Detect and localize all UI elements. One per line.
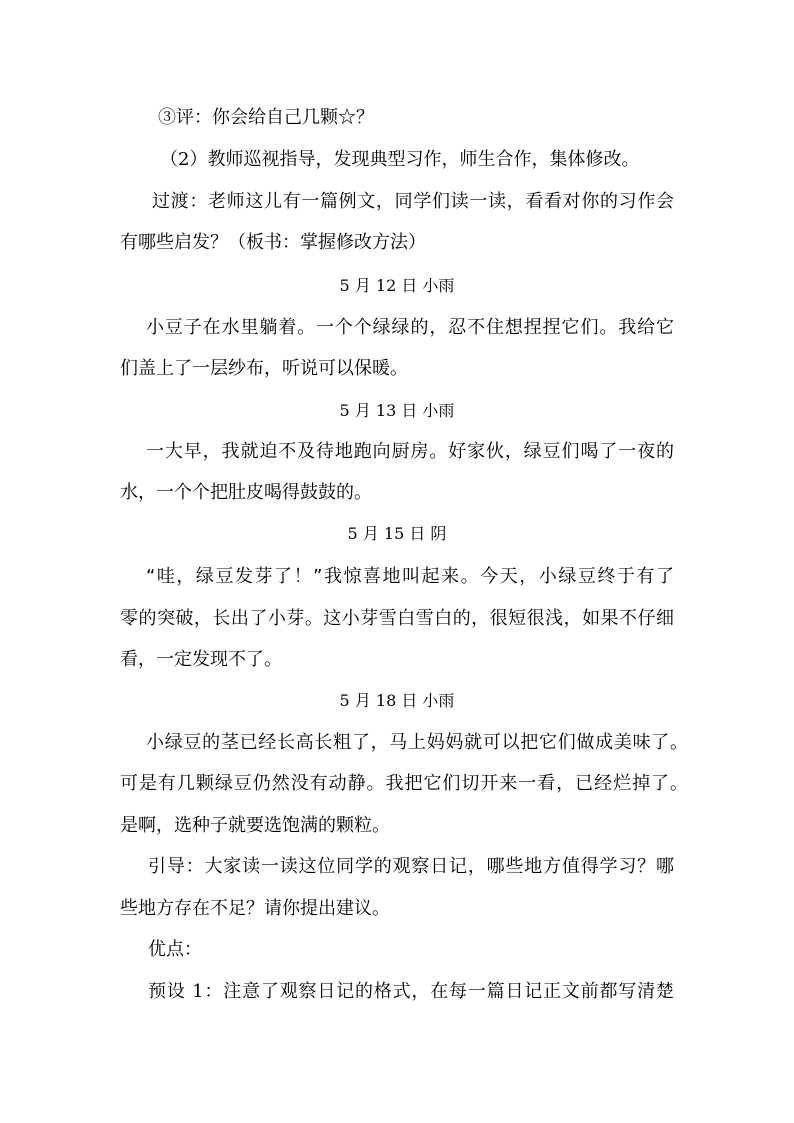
preset-1-line: 预设 1：注意了观察日记的格式，在每一篇日记正文前都写清楚	[148, 981, 674, 1002]
transition-line-1: 过渡：老师这儿有一篇例文，同学们读一读，看看对你的习作会	[152, 191, 674, 212]
guide-line-1: 引导：大家读一读这位同学的观察日记，哪些地方值得学习？哪	[148, 856, 674, 877]
diary-date-may-13: 5 月 13 日 小雨	[339, 401, 455, 420]
diary-may-13-line-1: 一大早，我就迫不及待地跑向厨房。好家伙，绿豆们喝了一夜的	[146, 441, 674, 462]
diary-date-may-12: 5 月 12 日 小雨	[339, 276, 455, 295]
diary-date-may-15: 5 月 15 日 阴	[347, 524, 447, 543]
diary-may-18-line-2: 可是有几颗绿豆仍然没有动静。我把它们切开来一看，已经烂掉了。	[120, 773, 688, 794]
diary-may-13-line-2: 水，一个个把肚皮喝得鼓鼓的。	[120, 482, 372, 503]
diary-may-15-line-1: “哇，绿豆发芽了！”我惊喜地叫起来。今天，小绿豆终于有了	[146, 566, 674, 587]
diary-may-12-line-1: 小豆子在水里躺着。一个个绿绿的，忍不住想捏捏它们。我给它	[146, 317, 674, 338]
diary-may-12-line-2: 们盖上了一层纱布，听说可以保暖。	[120, 358, 408, 379]
guide-line-2: 些地方存在不足？请你提出建议。	[120, 898, 390, 919]
diary-may-15-line-2: 零的突破，长出了小芽。这小芽雪白雪白的，很短很浅，如果不仔细	[120, 608, 674, 629]
advantages-heading: 优点：	[148, 939, 202, 960]
diary-date-may-18: 5 月 18 日 小雨	[339, 691, 455, 710]
teacher-guidance-line: （2）教师巡视指导，发现典型习作，师生合作，集体修改。	[160, 149, 640, 170]
diary-may-15-line-3: 看，一定发现不了。	[120, 649, 282, 670]
diary-may-18-line-1: 小绿豆的茎已经长高长粗了，马上妈妈就可以把它们做成美味了。	[146, 732, 688, 753]
diary-may-18-line-3: 是啊，选种子就要选饱满的颗粒。	[120, 815, 390, 836]
transition-line-2: 有哪些启发？（板书：掌握修改方法）	[120, 232, 426, 253]
step-evaluate: ③评：你会给自己几颗☆？	[158, 107, 374, 128]
